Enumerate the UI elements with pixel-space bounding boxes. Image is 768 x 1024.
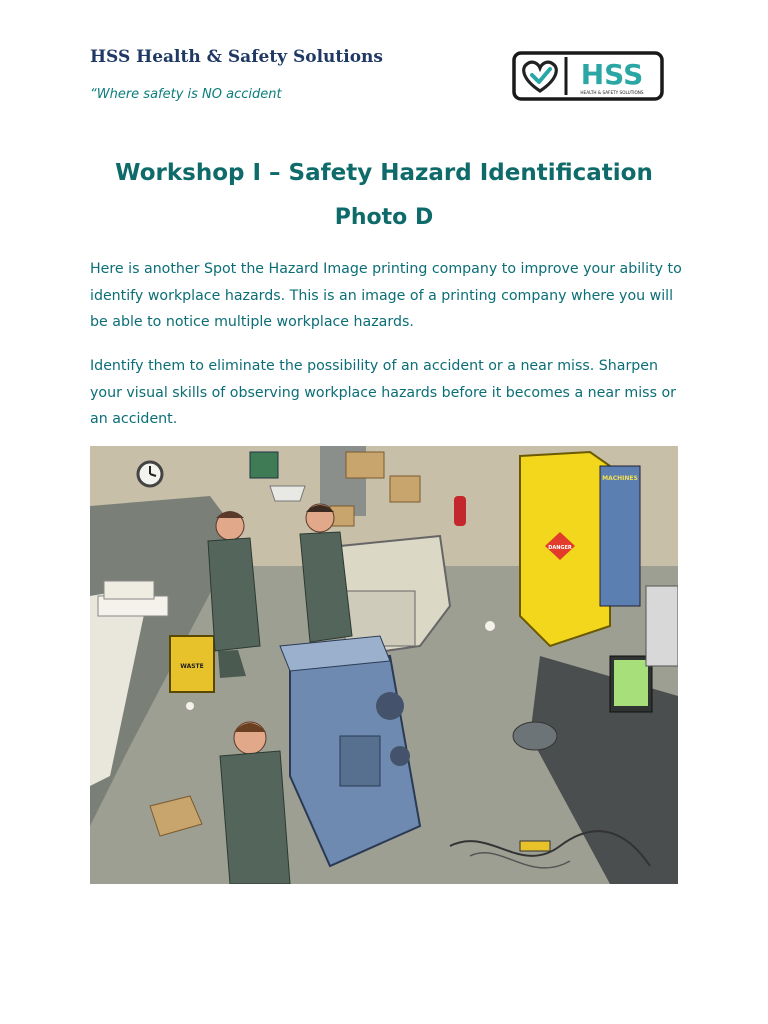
page-subtitle: Photo D xyxy=(334,205,434,230)
instruction-paragraph: Identify them to eliminate the possibility of an accident or a near miss. Sharpen your visual skills of observing workplace hazards before it becomes a near miss or an accident. xyxy=(90,358,676,427)
tagline: “Where safety is NO accident xyxy=(90,87,282,102)
company-name: HSS Health & Safety Solutions xyxy=(90,47,383,67)
danger-sign: DANGER xyxy=(548,545,572,551)
page-title: Workshop I – Safety Hazard Identification xyxy=(115,160,653,186)
clock-icon xyxy=(138,462,162,486)
fire-extinguisher-icon xyxy=(454,496,466,526)
logo-text: HSS xyxy=(580,58,644,91)
hss-logo xyxy=(512,51,664,101)
poster-title: MACHINES xyxy=(602,475,638,482)
intro-paragraph: Here is another Spot the Hazard Image printing company to improve your ability to identify workplace hazards. This is an image of a printing company where you will be able to notice multiple workplace hazards. xyxy=(90,261,682,330)
logo-subtext: HEALTH & SAFETY SOLUTIONS xyxy=(580,90,644,95)
waste-sign: WASTE xyxy=(180,663,204,670)
printing-shop-hazard-illustration xyxy=(90,446,678,884)
